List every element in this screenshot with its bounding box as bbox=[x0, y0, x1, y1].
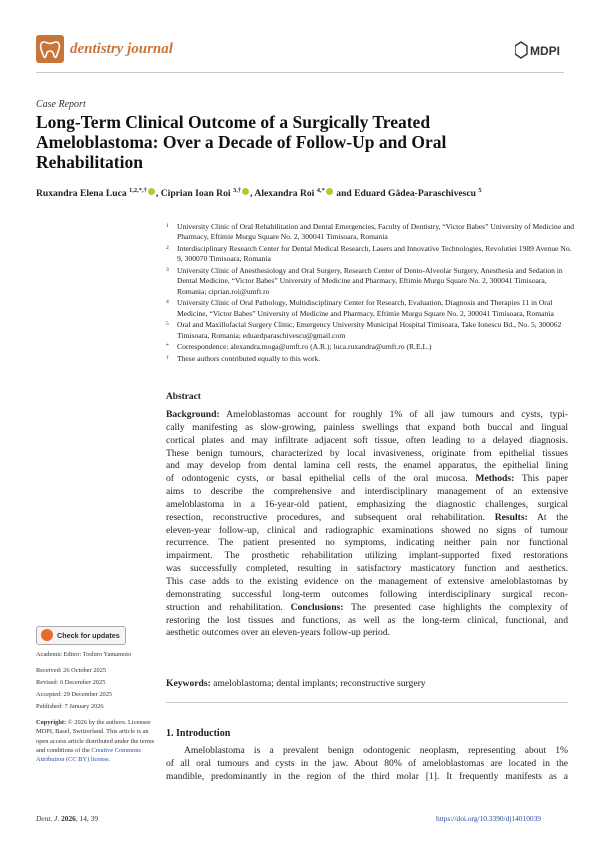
affiliation-number: 4 bbox=[166, 299, 169, 306]
abstract-line bbox=[166, 615, 568, 628]
abstract-text: At the bbox=[527, 511, 568, 523]
copyright-label: Copyright: bbox=[36, 719, 67, 726]
author-name: and Eduard Gâdea-Paraschivescu bbox=[336, 188, 476, 200]
abstract-text: This case adds to the existing evidence on the management of extensive ameloblastomas by bbox=[166, 575, 568, 587]
affiliation-text: These authors contributed equally to this work. bbox=[177, 354, 321, 363]
abstract-text: eleven-year follow-up, clinical and radiographic examinations showed no signs of tumour bbox=[166, 524, 568, 536]
abstract-line bbox=[166, 499, 568, 512]
copyright-notice bbox=[36, 718, 160, 764]
orcid-icon[interactable] bbox=[148, 188, 155, 195]
abstract-heading: Abstract bbox=[166, 392, 201, 402]
abstract-text: resection, reconstructive procedures, and subsequent oral rehabilitation. bbox=[166, 511, 495, 523]
affiliation-text: University Clinic of Oral Rehabilitation and Dental Emergencies, Faculty of Dentistry, “Victor Babes” University of Medicine and Pharmacy, Eftimie Murgu Square No. 2, 300041 Timisoara, Romania bbox=[177, 222, 575, 242]
mdpi-logo-icon bbox=[515, 40, 565, 62]
abstract-text: aesthetic outcomes over an eleven-years follow-up period. bbox=[166, 627, 391, 639]
affiliation-number: 3 bbox=[166, 267, 169, 273]
abstract-text: These benign tumours, characterized by local invasiveness, originate from epithelial tissues bbox=[166, 447, 568, 459]
abstract-line bbox=[166, 460, 568, 473]
abstract-body bbox=[166, 409, 568, 640]
affiliation-item bbox=[166, 266, 576, 297]
abstract-text: This paper bbox=[514, 473, 568, 485]
check-for-updates-icon bbox=[41, 629, 53, 641]
academic-editor: Academic Editor: Toshiro Yamamoto bbox=[36, 651, 132, 658]
doi-link[interactable]: https://doi.org/10.3390/dj14010039 bbox=[436, 814, 541, 823]
abstract-text: cally manifesting as slow-growing, painless swellings that expand both buccal and lingual bbox=[166, 421, 568, 433]
abstract-text: struction and rehabilitation. bbox=[166, 601, 291, 613]
received-date: Received: 26 October 2025 bbox=[36, 667, 107, 674]
affiliation-number: † bbox=[166, 355, 169, 361]
abstract-line bbox=[166, 473, 568, 486]
abstract-text: demonstrating successful long-term outcomes following interdisciplinary surgical recon- bbox=[166, 588, 568, 600]
abstract-line bbox=[166, 486, 568, 499]
abstract-text: impairment. The prosthetic rehabilitation utilizing implant-supported fixed restorations bbox=[166, 550, 568, 562]
abstract-text: Ameloblastomas account for roughly 1% of all jaw tumours and cysts, typi- bbox=[219, 409, 568, 420]
abstract-line bbox=[166, 563, 568, 576]
affiliation-item bbox=[166, 222, 576, 243]
tooth-icon bbox=[36, 35, 64, 63]
section-rule bbox=[166, 702, 568, 703]
affiliation-item bbox=[166, 244, 576, 265]
mdpi-logo bbox=[515, 40, 565, 62]
affiliation-number: 5 bbox=[166, 321, 169, 328]
citation-year: 2026 bbox=[61, 814, 76, 823]
keywords-label: Keywords: bbox=[166, 678, 211, 689]
abstract-text: was successfully completed, resulting in satisfactory masticatory function and aesthetics. bbox=[166, 563, 568, 575]
abstract-line bbox=[166, 448, 568, 461]
abstract-section-label: Background: bbox=[166, 409, 220, 420]
affiliation-text: Interdisciplinary Research Center for Dental Medical Research, Lasers and Innovative Technologies, Revolutiei 1989 Avenue No. 9, 300070 Timisoara, Romania bbox=[177, 244, 572, 264]
journal-logo bbox=[36, 35, 64, 63]
affiliation-number: 1 bbox=[166, 223, 169, 229]
author-affiliation-marker: 1,2,*,† bbox=[129, 187, 147, 194]
citation-volume: , 14, 39 bbox=[75, 814, 99, 823]
affiliation-number: * bbox=[166, 343, 169, 350]
abstract-text: ameloblastoma in a 16-year-old patient, emphasizing the diagnostic challenges, surgical bbox=[166, 498, 568, 510]
author-affiliation-marker: 3,† bbox=[232, 187, 242, 194]
abstract-line bbox=[166, 525, 568, 538]
abstract-line bbox=[166, 627, 568, 640]
abstract-text: recurrence. The patient presented no symptoms, indicating neither pain nor functional bbox=[166, 537, 568, 549]
article-type: Case Report bbox=[36, 99, 86, 110]
citation bbox=[36, 814, 98, 823]
abstract-line bbox=[166, 537, 568, 550]
affiliation-item bbox=[166, 298, 576, 319]
copyright-text: © 2026 by the authors. Licensee MDPI, Basel, Switzerland. This article is an open access article distributed under the terms and conditions of the bbox=[36, 719, 155, 754]
check-for-updates-button[interactable] bbox=[36, 626, 126, 645]
abstract-text: The presented case highlights the complexity of bbox=[343, 601, 568, 613]
revised-date: Revised: 6 December 2025 bbox=[36, 679, 106, 686]
abstract-line bbox=[166, 435, 568, 448]
abstract-text: aims to describe the comprehensive and interdisciplinary management of an extensive bbox=[166, 486, 568, 498]
author-name: Alexandra Roi bbox=[254, 188, 315, 200]
article-title: Long-Term Clinical Outcome of a Surgically Treated Ameloblastoma: Over a Decade of Follow-Up and Oral Rehabilitation bbox=[36, 112, 447, 172]
author-name: Ruxandra Elena Luca bbox=[36, 188, 127, 200]
affiliation-text: Oral and Maxillofacial Surgery Clinic, Emergency University Municipal Hospital Timisoara, Take Ionescu Bd., No. 5, 300062 Timisoara, Romania; eduardparaschivescu@gmail.com bbox=[177, 320, 562, 340]
affiliation-item bbox=[166, 320, 576, 341]
abstract-line bbox=[166, 576, 568, 589]
journal-name: dentistry journal bbox=[70, 41, 173, 57]
introduction-body bbox=[166, 745, 568, 784]
affiliation-text: University Clinic of Oral Pathology, Multidisciplinary Center for Research, Evaluation, Diagnosis and Therapies 11 in Oral Medicine, “Victor Babes” University of Medicine and Pharmacy, Eftimie Murgu Square No. 2, 300041 Timisoara, Romania bbox=[177, 298, 554, 318]
abstract-text: and may develop from dental lamina cell rests, the enamel apparatus, the epithelial lining bbox=[166, 460, 568, 472]
keywords-text: ameloblastoma; dental implants; reconstructive surgery bbox=[213, 678, 426, 689]
introduction-heading: 1. Introduction bbox=[166, 728, 231, 739]
abstract-line bbox=[166, 512, 568, 525]
published-date: Published: 7 January 2026 bbox=[36, 703, 104, 710]
author-separator: , bbox=[155, 188, 159, 200]
abstract-line bbox=[166, 409, 568, 422]
affiliations bbox=[166, 222, 576, 366]
affiliation-item bbox=[166, 342, 576, 352]
abstract-text: cortical plates and may infiltrate adjacent soft tissue, often leading to a delayed diagnosis. bbox=[166, 434, 568, 446]
keywords bbox=[166, 678, 426, 689]
abstract-section-label: Results: bbox=[494, 511, 528, 523]
orcid-icon[interactable] bbox=[326, 188, 333, 195]
abstract-line bbox=[166, 602, 568, 615]
affiliation-item bbox=[166, 354, 576, 364]
introduction-line: mandible, predominantly in the region of the third molar [1]. It frequently manifests as a bbox=[166, 770, 568, 782]
affiliation-number: 2 bbox=[166, 245, 169, 251]
introduction-line: Ameloblastoma is a prevalent benign odontogenic neoplasm, representing about 1% bbox=[184, 745, 568, 756]
abstract-line bbox=[166, 550, 568, 563]
orcid-icon[interactable] bbox=[242, 188, 249, 195]
affiliation-text: University Clinic of Anesthesiology and Oral Surgery, Research Center of Dento-Alveolar Surgery, Anesthesia and Sedation in Dental Medicine, “Victor Babes” University of Medicine and Pharmacy, Eftimie Murgu Square No. 2, 300041 Timisoara, Romania; ciprian.roi@umft.ro bbox=[177, 266, 563, 296]
citation-journal: Dent. J. bbox=[36, 814, 60, 823]
abstract-text: restoring the lost tissues and functions, as well as the long-term clinical, functional, and bbox=[166, 614, 568, 626]
abstract-section-label: Methods: bbox=[475, 473, 515, 485]
check-for-updates-label: Check for updates bbox=[57, 631, 120, 640]
abstract-section-label: Conclusions: bbox=[290, 601, 344, 613]
abstract-line bbox=[166, 589, 568, 602]
author-list bbox=[36, 187, 576, 199]
abstract-line bbox=[166, 422, 568, 435]
author-separator: , bbox=[250, 188, 253, 200]
header-rule bbox=[36, 72, 564, 73]
accepted-date: Accepted: 29 December 2025 bbox=[36, 691, 113, 698]
publisher-name: MDPI bbox=[530, 44, 560, 58]
license-link[interactable]: Creative Commons Attribution (CC BY) license. bbox=[36, 746, 141, 764]
abstract-text: of odontogenic cysts, or basal epithelial cells of the oral mucosa. bbox=[166, 473, 476, 485]
affiliation-text: Correspondence: alexandra.moga@umft.ro (A.R.); luca.ruxandra@umft.ro (R.E.L.) bbox=[177, 342, 432, 352]
author-affiliation-marker: 5 bbox=[478, 187, 482, 194]
introduction-line: of all oral tumours and cysts in the jaw. About 80% of ameloblastomas are located in the bbox=[166, 757, 568, 769]
author-name: Ciprian Ioan Roi bbox=[160, 188, 231, 200]
author-affiliation-marker: 4,* bbox=[316, 187, 325, 194]
